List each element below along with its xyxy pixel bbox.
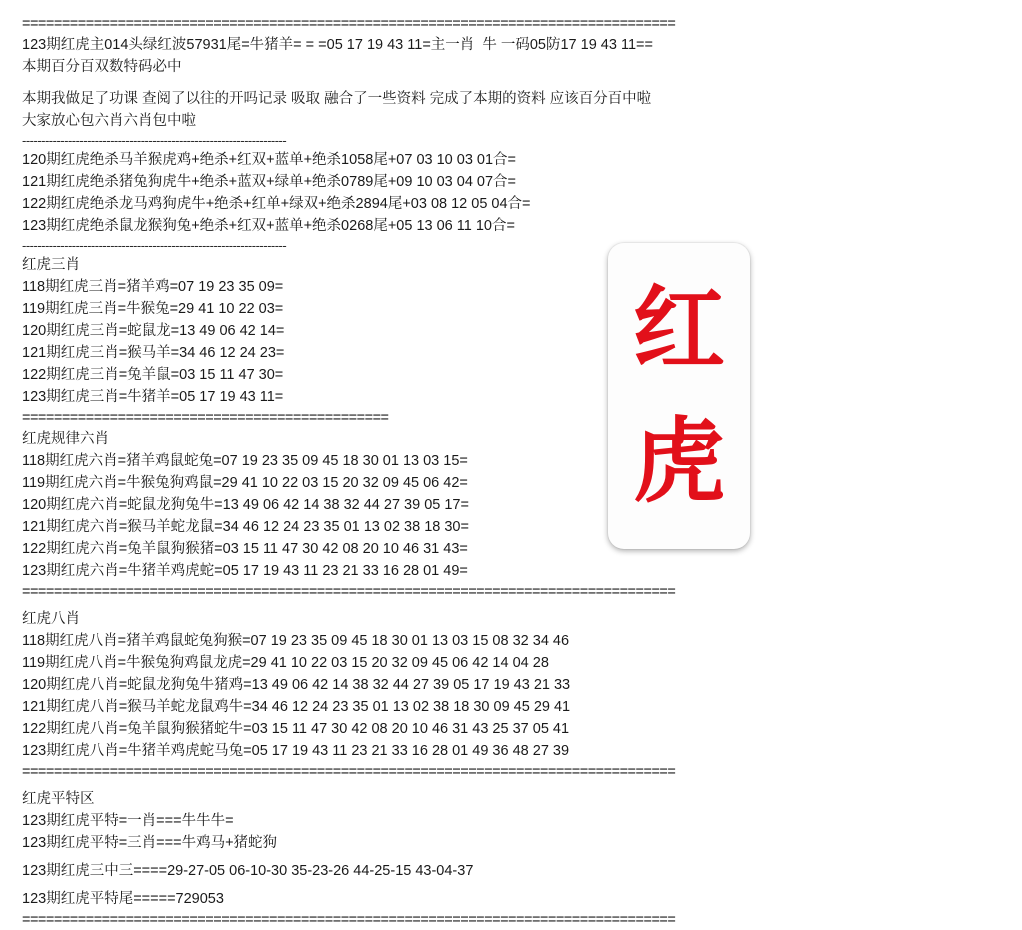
section-heading-flat: 红虎平特区 [22,791,95,807]
separator-dash-1: --------------------------------------------------------------------- [22,133,287,148]
brand-logo-card [608,243,750,549]
section-heading-three: 红虎三肖 [22,257,80,273]
six-row: 118期红虎六肖=猪羊鸡鼠蛇兔=07 19 23 35 09 45 18 30 01 13 03 15= [22,453,468,469]
kill-row: 120期红虎绝杀马羊猴虎鸡+绝杀+红双+蓝单+绝杀1058尾+07 03 10 03 01合= [22,152,517,168]
logo-char-hu: 虎 [632,408,725,515]
intro-line-1: 本期我做足了功课 查阅了以往的开吗记录 吸取 融合了一些资料 完成了本期的资料 应该百分百中啦 [22,91,652,107]
eight-row: 121期红虎八肖=猴马羊蛇龙鼠鸡牛=34 46 12 24 23 35 01 13 02 38 18 30 09 45 29 41 [22,699,571,715]
kill-row: 123期红虎绝杀鼠龙猴狗兔+绝杀+红双+蓝单+绝杀0268尾+05 13 06 11 10合= [22,218,515,234]
six-row: 122期红虎六肖=兔羊鼠狗猴猪=03 15 11 47 30 42 08 20 10 46 31 43= [22,541,468,557]
eight-row: 120期红虎八肖=蛇鼠龙狗兔牛猪鸡=13 49 06 42 14 38 32 44 27 39 05 17 19 43 21 33 [22,677,571,693]
three-row: 121期红虎三肖=猴马羊=34 46 12 24 23= [22,345,285,361]
six-row: 121期红虎六肖=猴马羊蛇龙鼠=34 46 12 24 23 35 01 13 02 38 18 30= [22,519,469,535]
flat-row: 123期红虎平特=三肖===牛鸡马+猪蛇狗 [22,835,278,851]
separator-dash-2: --------------------------------------------------------------------- [22,238,287,253]
eight-row: 122期红虎八肖=兔羊鼠狗猴猪蛇牛=03 15 11 47 30 42 08 20 10 46 31 43 25 37 05 41 [22,721,570,737]
kill-row: 122期红虎绝杀龙马鸡狗虎牛+绝杀+红单+绿双+绝杀2894尾+03 08 12 05 04合= [22,196,531,212]
separator-eq-1: ============================================== [22,410,389,426]
flat-row: 123期红虎三中三====29-27-05 06-10-30 35-23-26 44-25-15 43-04-37 [22,863,474,879]
intro-line-2: 大家放心包六肖六肖包中啦 [22,113,196,129]
spacer-1 [22,78,1006,88]
section-heading-eight: 红虎八肖 [22,611,80,627]
separator-top: ================================================================================== [22,16,676,32]
flat-row: 123期红虎平特尾=====729053 [22,891,224,907]
separator-eq-3: ================================================================================== [22,764,676,780]
six-row: 119期红虎六肖=牛猴兔狗鸡鼠=29 41 10 22 03 15 20 32 09 45 06 42= [22,475,468,491]
kill-row: 121期红虎绝杀猪兔狗虎牛+绝杀+蓝双+绿单+绝杀0789尾+09 10 03 04 07合= [22,174,517,190]
flat-row: 123期红虎平特=一肖===牛牛牛= [22,813,234,829]
title-line: 123期红虎主014头绿红波57931尾=牛猪羊= = =05 17 19 43 11=主一肖 牛 一码05防17 19 43 11== [22,37,653,53]
eight-row: 118期红虎八肖=猪羊鸡鼠蛇兔狗猴=07 19 23 35 09 45 18 30 01 13 03 15 08 32 34 46 [22,633,570,649]
six-row: 123期红虎六肖=牛猪羊鸡虎蛇=05 17 19 43 11 23 21 33 16 28 01 49= [22,563,468,579]
eight-row: 123期红虎八肖=牛猪羊鸡虎蛇马兔=05 17 19 43 11 23 21 33 16 28 01 49 36 48 27 39 [22,743,570,759]
three-row: 119期红虎三肖=牛猴兔=29 41 10 22 03= [22,301,284,317]
three-row: 118期红虎三肖=猪羊鸡=07 19 23 35 09= [22,279,284,295]
logo-char-hong: 红 [632,276,725,383]
separator-eq-2: ================================================================================== [22,584,676,600]
three-row: 123期红虎三肖=牛猪羊=05 17 19 43 11= [22,389,284,405]
three-row: 122期红虎三肖=兔羊鼠=03 15 11 47 30= [22,367,284,383]
three-row: 120期红虎三肖=蛇鼠龙=13 49 06 42 14= [22,323,285,339]
subtitle-line: 本期百分百双数特码必中 [22,59,182,75]
six-row: 120期红虎六肖=蛇鼠龙狗兔牛=13 49 06 42 14 38 32 44 27 39 05 17= [22,497,469,513]
section-heading-six: 红虎规律六肖 [22,431,109,447]
separator-bottom: ================================================================================== [22,912,676,928]
eight-row: 119期红虎八肖=牛猴兔狗鸡鼠龙虎=29 41 10 22 03 15 20 32 09 45 06 42 14 04 28 [22,655,549,671]
